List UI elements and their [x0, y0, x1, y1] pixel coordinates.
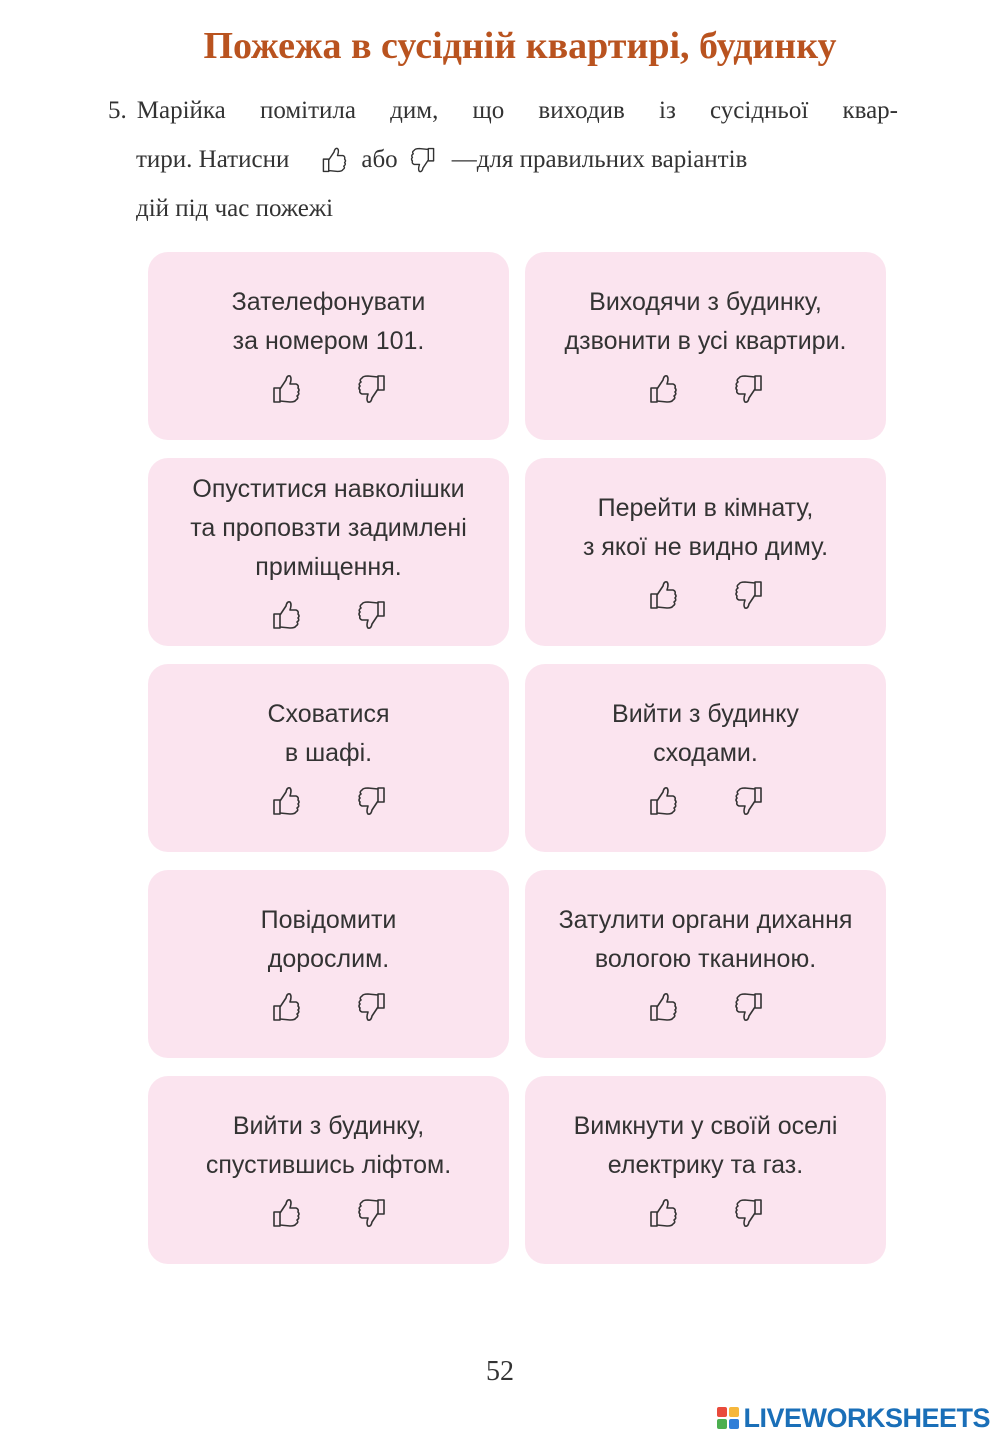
brand-wordmark: LIVEWORKSHEETS: [743, 1402, 990, 1433]
task-number: 5.: [108, 97, 127, 124]
answer-card-line: Затулити органи дихання: [558, 906, 853, 934]
answer-card-line: Вимкнути у своїй оселі: [573, 1112, 838, 1140]
thumbs-down-icon[interactable]: [355, 989, 389, 1025]
answer-card-line: дорослим.: [267, 945, 390, 973]
answer-buttons: [646, 1195, 766, 1231]
liveworksheets-logo: [717, 1400, 990, 1436]
answer-card-line: Вийти з будинку: [612, 700, 799, 728]
answer-card-line: електрику та газ.: [607, 1151, 804, 1179]
answer-card: [148, 1076, 509, 1264]
thumbs-down-icon[interactable]: [732, 371, 766, 407]
answer-card-line: Вийти з будинку,: [232, 1112, 425, 1140]
thumbs-down-icon[interactable]: [732, 783, 766, 819]
answer-card-line: та проповзти задимлені: [190, 513, 467, 542]
page-title: Пожежа в сусідній квартирі, будинку: [203, 25, 837, 67]
answer-card-text: [190, 470, 467, 587]
thumbs-up-icon[interactable]: [269, 1195, 303, 1231]
answer-card: [525, 664, 886, 852]
answer-card-line: з якої не видно диму.: [582, 533, 829, 561]
thumbs-down-icon[interactable]: [732, 1195, 766, 1231]
task-line-2-or: або: [361, 146, 398, 173]
thumbs-up-icon[interactable]: [646, 1195, 680, 1231]
thumbs-down-icon[interactable]: [732, 577, 766, 613]
answer-card-line: Сховатися: [267, 700, 390, 728]
answer-card: [525, 1076, 886, 1264]
answer-card-text: [232, 283, 426, 361]
task-line-2-start: тири. Натисни: [136, 146, 290, 173]
thumbs-down-icon[interactable]: [355, 371, 389, 407]
task-instructions: [108, 86, 898, 233]
answer-card-text: [206, 1107, 451, 1185]
answer-card-line: сходами.: [653, 739, 758, 767]
thumbs-up-icon[interactable]: [269, 371, 303, 407]
answer-card-line: Зателефонувати: [231, 288, 426, 316]
answer-buttons: [269, 597, 389, 633]
answer-card-line: спустившись ліфтом.: [205, 1151, 452, 1179]
answer-card-line: в шафі.: [284, 739, 373, 767]
answer-card-text: [559, 901, 853, 979]
thumbs-down-icon[interactable]: [355, 597, 389, 633]
answer-card-line: за номером 101.: [232, 327, 425, 355]
answer-buttons: [646, 371, 766, 407]
answer-card: [148, 458, 509, 646]
thumbs-down-icon[interactable]: [355, 783, 389, 819]
answer-card: [525, 458, 886, 646]
answer-card: [525, 870, 886, 1058]
logo-blocks-icon: [717, 1407, 739, 1429]
answer-card: [148, 870, 509, 1058]
answer-card-line: Опуститися навколішки: [192, 474, 465, 503]
answer-card-text: [268, 695, 390, 773]
thumbs-up-icon[interactable]: [646, 783, 680, 819]
answer-card-line: Виходячи з будинку,: [589, 288, 822, 316]
thumbs-up-icon[interactable]: [646, 577, 680, 613]
answer-card: [525, 252, 886, 440]
thumbs-up-icon[interactable]: [269, 597, 303, 633]
thumbs-down-icon: [408, 145, 438, 175]
answer-buttons: [269, 371, 389, 407]
answer-card-line: Повідомити: [260, 906, 397, 934]
thumbs-up-icon: [319, 145, 349, 175]
answer-card: [148, 252, 509, 440]
answer-card-line: дзвонити в усі квартири.: [564, 327, 847, 355]
answer-buttons: [269, 989, 389, 1025]
answer-card-text: [574, 1107, 838, 1185]
answer-buttons: [646, 989, 766, 1025]
page-number: 52: [486, 1356, 514, 1387]
answer-buttons: [646, 783, 766, 819]
task-line-2-end: —для правильних варіантів: [451, 146, 748, 173]
answer-card-line: Перейти в кімнату,: [597, 494, 814, 522]
answer-card-text: [565, 283, 847, 361]
task-line-1: Марійка помітила дим, що виходив із сусідньої квар-: [136, 97, 898, 124]
thumbs-up-icon[interactable]: [646, 371, 680, 407]
task-line-3: дій під час пожежі: [136, 195, 334, 222]
answer-card-text: [612, 695, 799, 773]
answer-card-line: вологою тканиною.: [594, 945, 817, 973]
answer-card-line: приміщення.: [255, 552, 402, 581]
answer-card-text: [261, 901, 397, 979]
thumbs-down-icon[interactable]: [732, 989, 766, 1025]
thumbs-up-icon[interactable]: [646, 989, 680, 1025]
answer-buttons: [646, 577, 766, 613]
thumbs-up-icon[interactable]: [269, 989, 303, 1025]
answer-buttons: [269, 1195, 389, 1231]
answer-card-text: [583, 489, 828, 567]
thumbs-up-icon[interactable]: [269, 783, 303, 819]
thumbs-down-icon[interactable]: [355, 1195, 389, 1231]
answer-cards-grid: [148, 252, 886, 1264]
answer-buttons: [269, 783, 389, 819]
answer-card: [148, 664, 509, 852]
